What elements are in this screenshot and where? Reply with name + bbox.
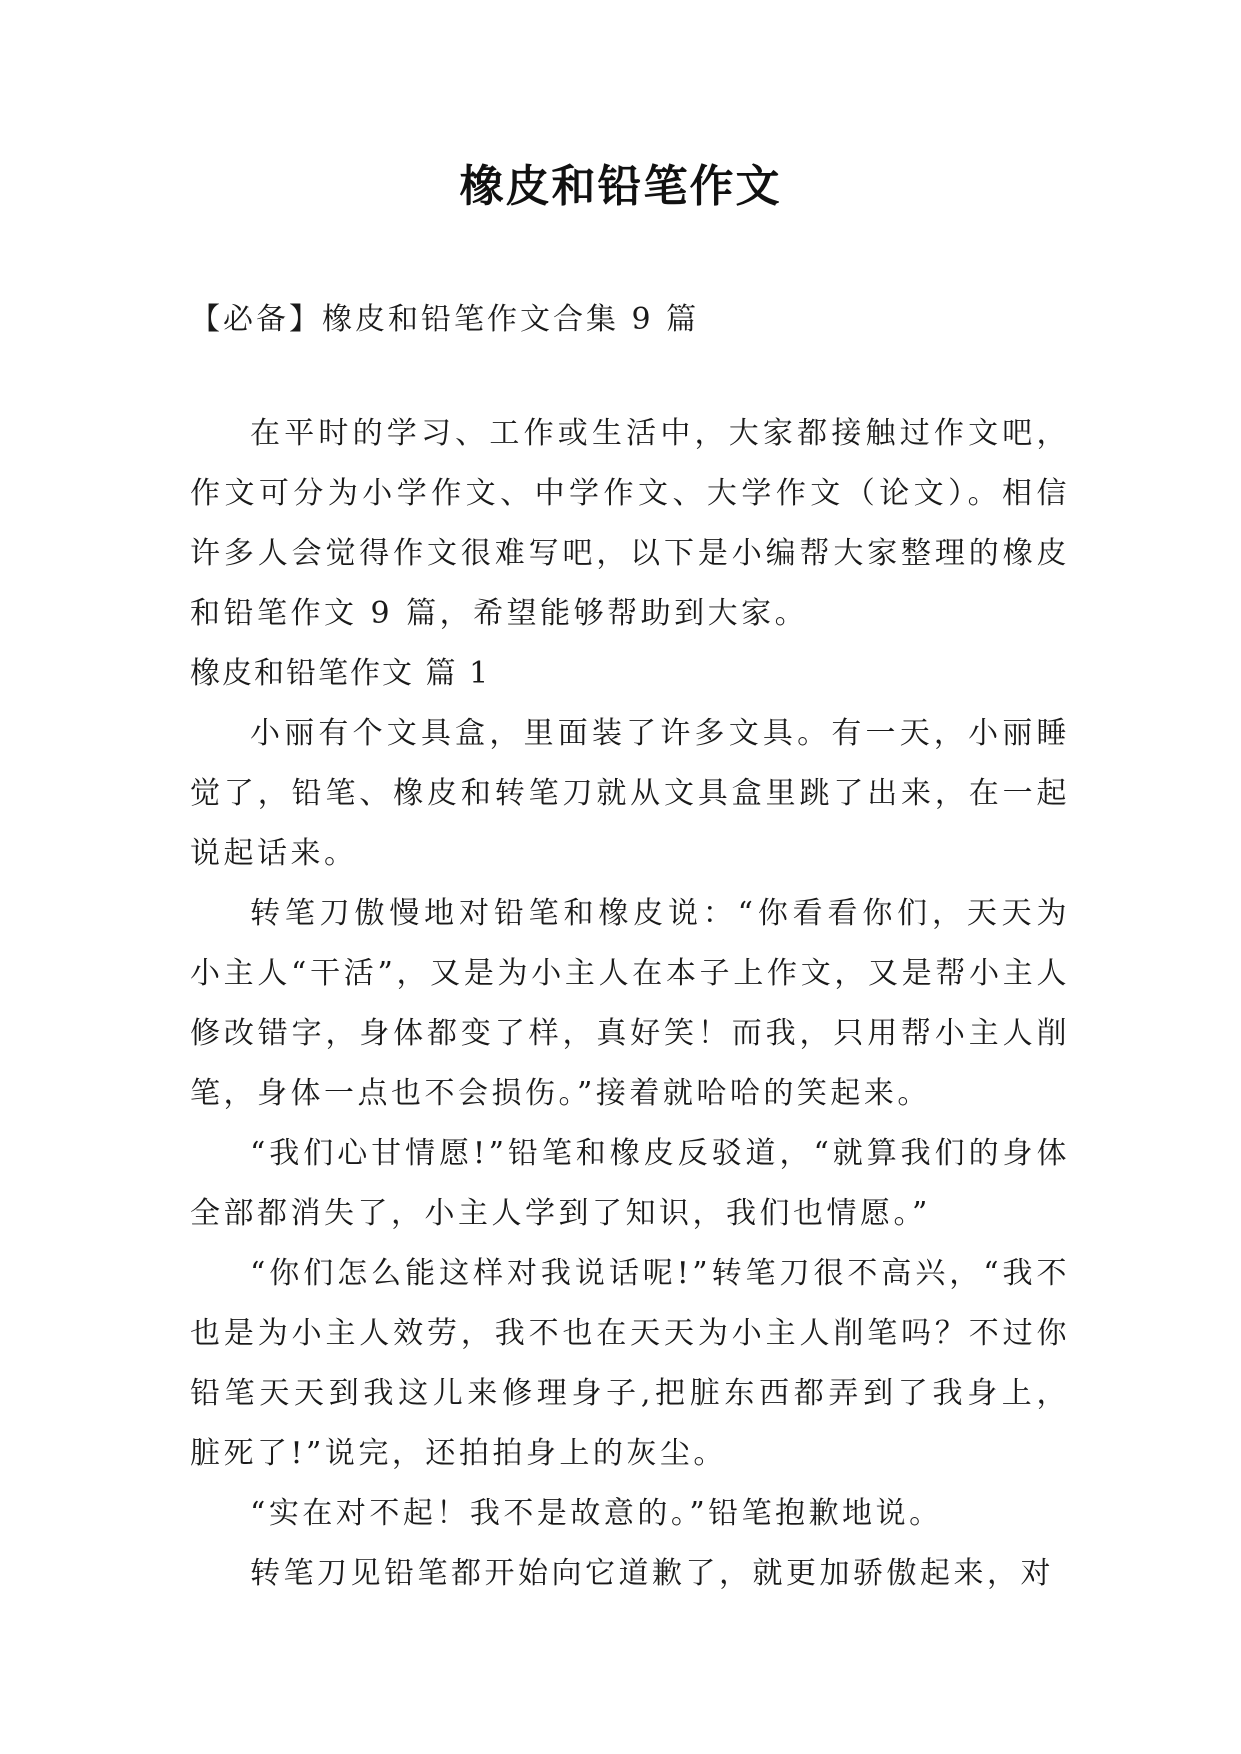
document-title: 橡皮和铅笔作文 [459, 161, 782, 212]
section-heading: 橡皮和铅笔作文 篇 1 [190, 656, 491, 691]
body-paragraph: 转笔刀见铅笔都开始向它道歉了，就更加骄傲起来，对 [250, 1556, 1054, 1591]
document-body [190, 404, 1070, 1604]
body-paragraph: “你们怎么能这样对我说话呢!”转笔刀很不高兴，“我不也是为小主人效劳，我不也在天天为小主人削笔吗？不过你铅笔天天到我这儿来修理身子,把脏东西都弄到了我身上，脏死了!”说完，还拍拍身上的灰尘。 [190, 1256, 1070, 1471]
document-subtitle: 【必备】橡皮和铅笔作文合集 9 篇 [190, 302, 700, 337]
intro-paragraph: 在平时的学习、工作或生活中，大家都接触过作文吧，作文可分为小学作文、中学作文、大学作文（论文）。相信许多人会觉得作文很难写吧，以下是小编帮大家整理的橡皮和铅笔作文 9 篇，希望能够帮助到大家。 [190, 416, 1070, 631]
body-paragraph: 小丽有个文具盒，里面装了许多文具。有一天，小丽睡觉了，铅笔、橡皮和转笔刀就从文具盒里跳了出来，在一起说起话来。 [190, 716, 1070, 871]
body-paragraph: 转笔刀傲慢地对铅笔和橡皮说：“你看看你们，天天为小主人“干活”，又是为小主人在本子上作文，又是帮小主人修改错字，身体都变了样，真好笑！而我，只用帮小主人削笔，身体一点也不会损伤。”接着就哈哈的笑起来。 [190, 896, 1070, 1111]
body-paragraph: “实在对不起！我不是故意的。”铅笔抱歉地说。 [250, 1496, 943, 1531]
body-paragraph: “我们心甘情愿!”铅笔和橡皮反驳道，“就算我们的身体全部都消失了，小主人学到了知识，我们也情愿。” [190, 1136, 1070, 1231]
